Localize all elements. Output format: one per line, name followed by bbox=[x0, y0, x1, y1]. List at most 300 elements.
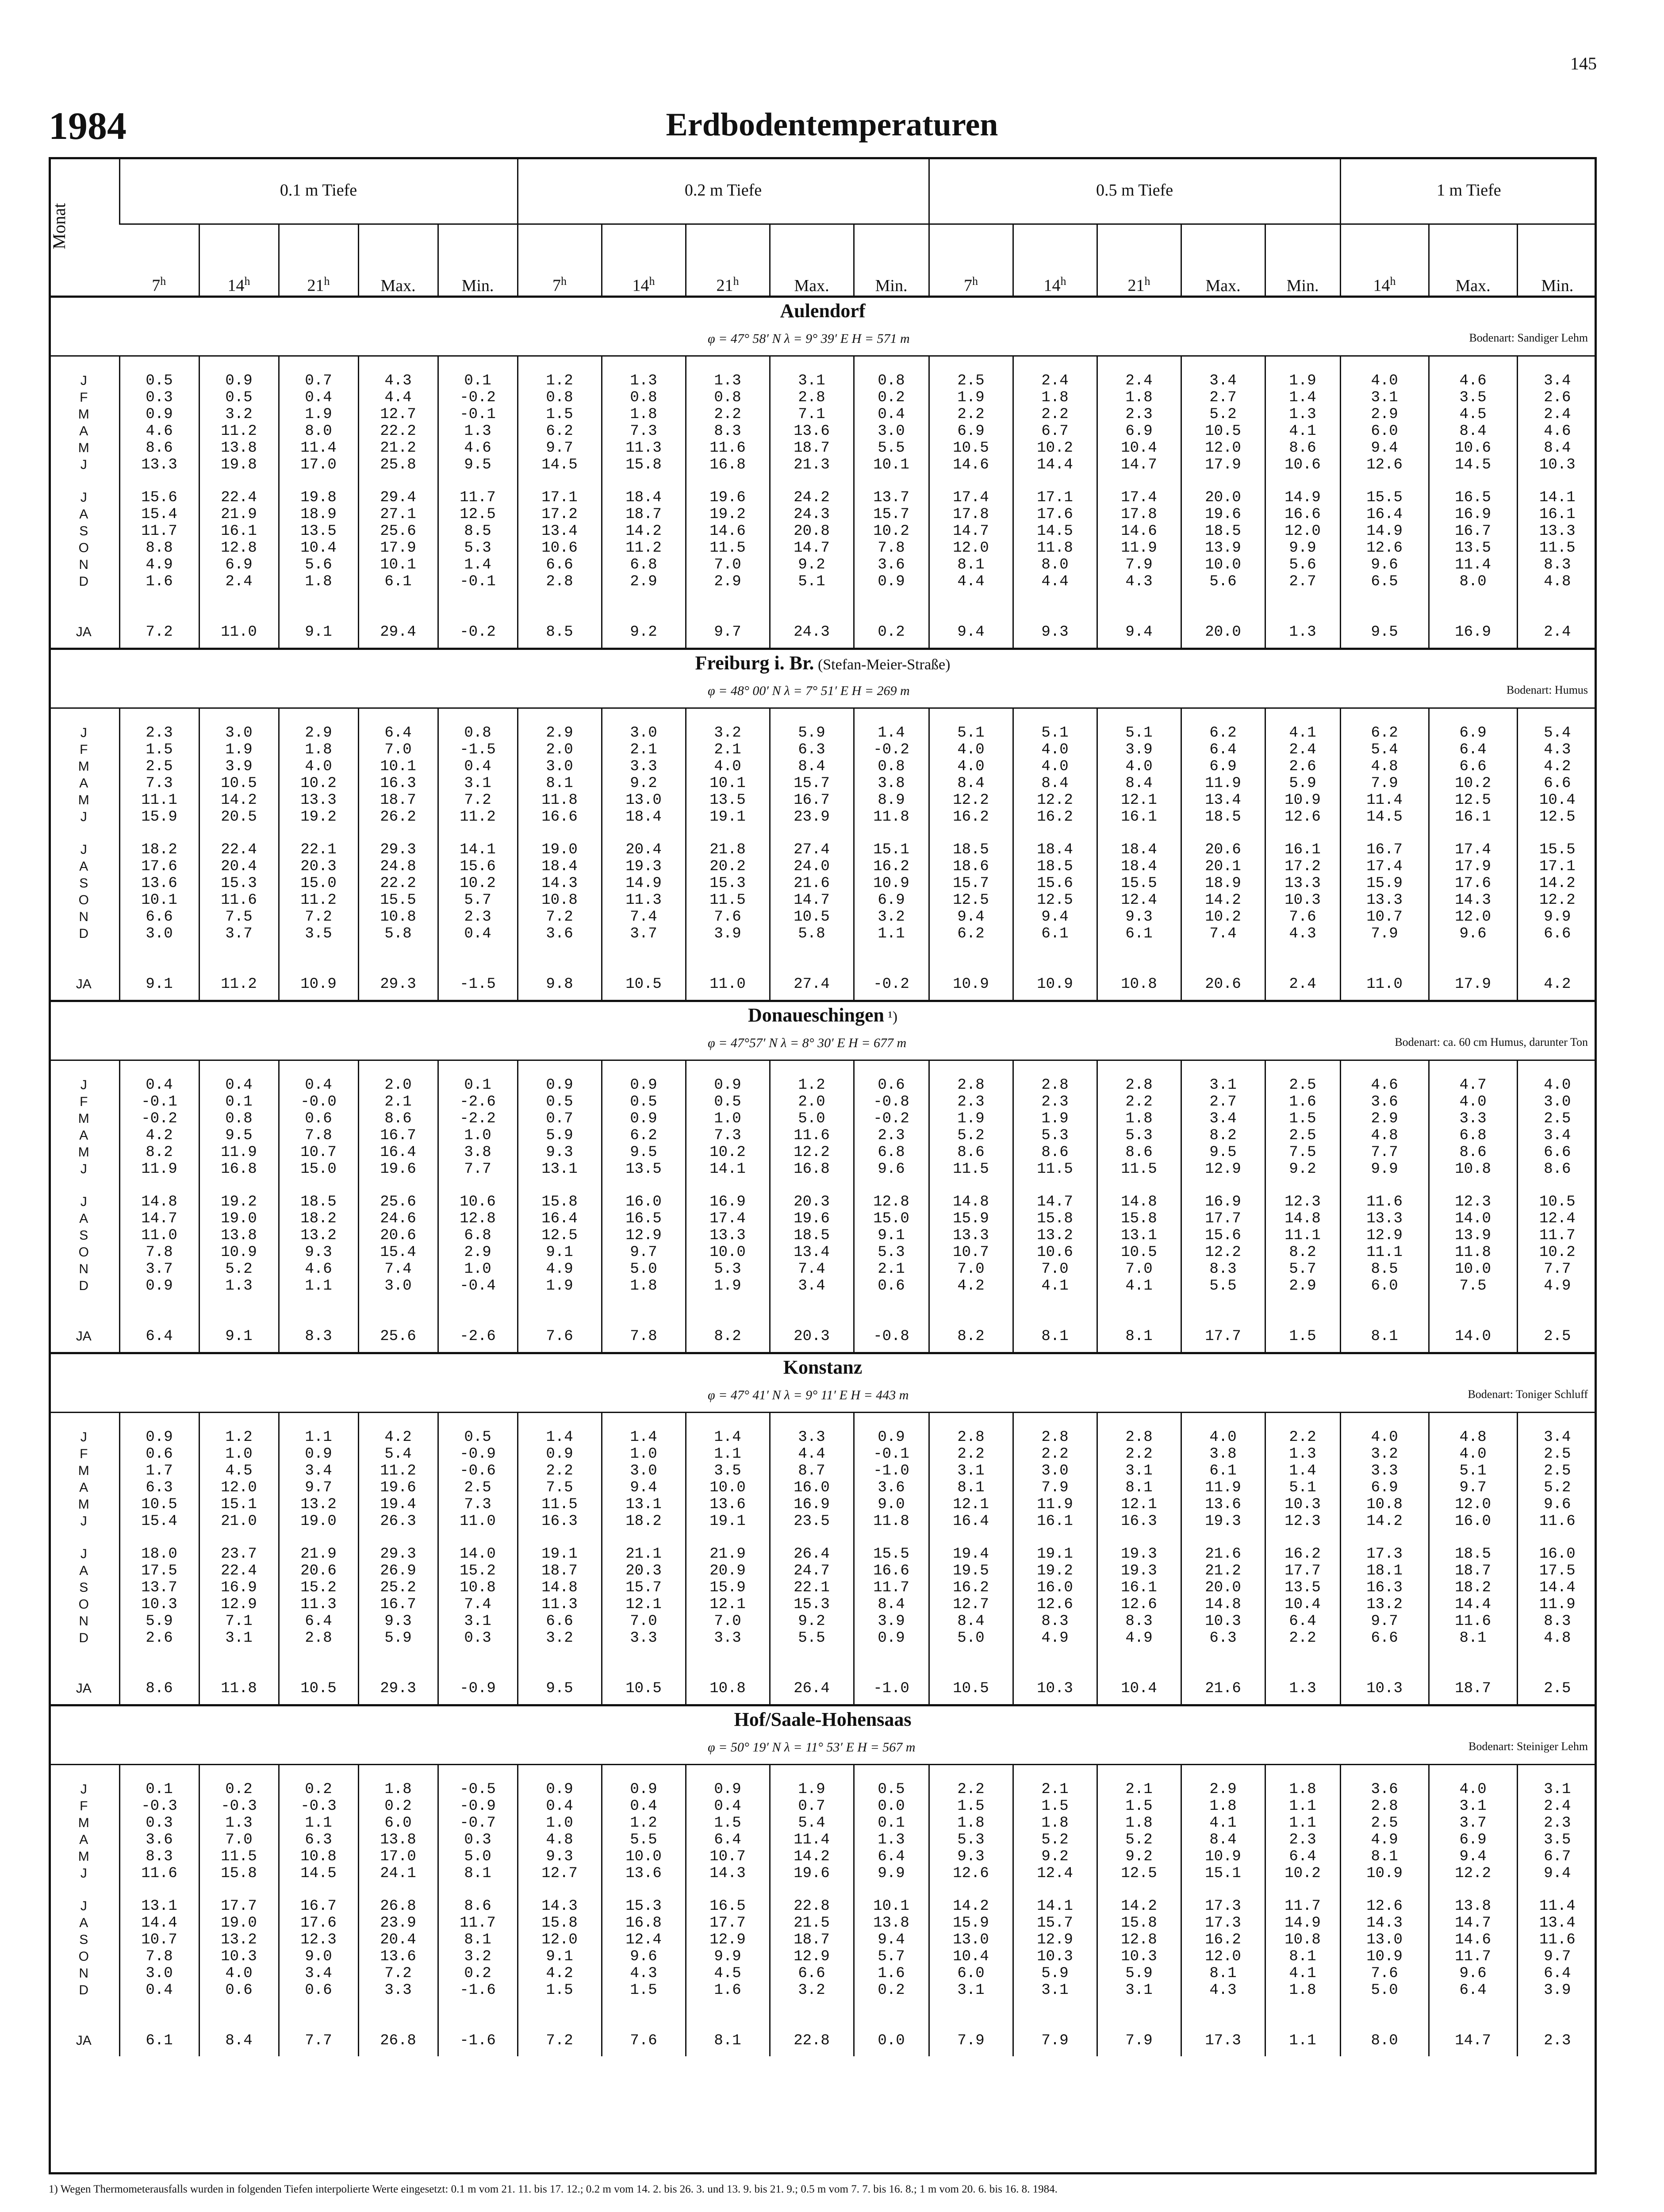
value-cell: 29.3 bbox=[358, 969, 438, 1001]
value-cell: 19.2 bbox=[199, 1194, 279, 1210]
value-cell: 2.2 bbox=[1265, 1630, 1340, 1647]
value-cell: 11.6 bbox=[686, 440, 770, 457]
value-cell: 26.9 bbox=[358, 1563, 438, 1579]
value-cell: 17.7 bbox=[1265, 1563, 1340, 1579]
value-cell: 12.7 bbox=[518, 1865, 602, 1882]
value-cell: 9.3 bbox=[358, 1613, 438, 1630]
value-cell: 6.0 bbox=[1340, 1278, 1429, 1294]
value-cell: 2.8 bbox=[518, 573, 602, 590]
station-name: Aulendorf bbox=[780, 300, 866, 322]
value-cell: 13.5 bbox=[686, 792, 770, 809]
value-cell: 12.4 bbox=[1097, 892, 1181, 909]
value-cell: 4.9 bbox=[518, 1261, 602, 1278]
value-cell: 0.9 bbox=[686, 1781, 770, 1798]
value-cell: 1.5 bbox=[929, 1798, 1013, 1815]
value-cell: 0.9 bbox=[119, 1429, 199, 1446]
value-cell: 11.6 bbox=[1517, 1513, 1597, 1530]
value-cell: 1.8 bbox=[279, 741, 358, 758]
value-cell: 1.9 bbox=[929, 389, 1013, 406]
value-cell: 11.6 bbox=[119, 1865, 199, 1882]
value-cell: 18.5 bbox=[929, 841, 1013, 858]
value-cell: 1.8 bbox=[1181, 1798, 1265, 1815]
month-label: A bbox=[79, 859, 88, 874]
value-cell: 11.5 bbox=[929, 1161, 1013, 1178]
value-cell: 8.1 bbox=[1265, 1948, 1340, 1965]
value-cell: 2.1 bbox=[686, 741, 770, 758]
value-cell: 3.0 bbox=[518, 758, 602, 775]
value-cell: 16.5 bbox=[1429, 489, 1517, 506]
value-cell: 15.6 bbox=[438, 858, 518, 875]
value-cell: 14.2 bbox=[1517, 875, 1597, 892]
value-cell: 6.6 bbox=[119, 909, 199, 926]
value-cell: 11.9 bbox=[1181, 775, 1265, 792]
value-cell: 2.5 bbox=[438, 1479, 518, 1496]
value-cell: 8.5 bbox=[438, 523, 518, 540]
value-cell: 2.2 bbox=[1265, 1429, 1340, 1446]
value-cell: 16.7 bbox=[770, 792, 854, 809]
value-cell: 3.8 bbox=[854, 775, 929, 792]
value-cell: 6.2 bbox=[518, 423, 602, 440]
value-cell: 8.4 bbox=[929, 1613, 1013, 1630]
value-cell: 11.0 bbox=[1340, 969, 1429, 1001]
value-cell: 19.2 bbox=[279, 809, 358, 826]
value-cell: 26.8 bbox=[358, 1898, 438, 1915]
value-cell: 9.2 bbox=[770, 557, 854, 573]
value-cell: 10.3 bbox=[199, 1948, 279, 1965]
value-cell: 16.9 bbox=[1181, 1194, 1265, 1210]
column-header: Min. bbox=[854, 224, 929, 297]
month-label: S bbox=[79, 1932, 88, 1947]
value-cell: 10.5 bbox=[1097, 1244, 1181, 1261]
value-cell: 1.8 bbox=[1265, 1781, 1340, 1798]
value-cell: 14.0 bbox=[1429, 1321, 1517, 1353]
column-header: 7$^h$ bbox=[518, 224, 602, 297]
value-cell: 2.4 bbox=[1013, 373, 1097, 389]
value-cell: 4.2 bbox=[1517, 758, 1597, 775]
value-cell: 7.2 bbox=[279, 909, 358, 926]
value-cell: 4.1 bbox=[1013, 1278, 1097, 1294]
value-cell: 10.4 bbox=[1097, 1673, 1181, 1705]
value-cell: 12.9 bbox=[770, 1948, 854, 1965]
value-cell: 0.9 bbox=[518, 1077, 602, 1094]
value-cell: 1.4 bbox=[1265, 1463, 1340, 1479]
value-cell: 18.5 bbox=[1013, 858, 1097, 875]
depth-header: 0.5 m Tiefe bbox=[929, 157, 1340, 224]
value-cell: 13.7 bbox=[854, 489, 929, 506]
value-cell: 19.4 bbox=[929, 1546, 1013, 1563]
value-cell: 15.1 bbox=[854, 841, 929, 858]
column-header: 7$^h$ bbox=[119, 224, 199, 297]
value-cell: 12.5 bbox=[1429, 792, 1517, 809]
month-row bbox=[49, 1965, 1597, 1982]
value-cell: 14.7 bbox=[770, 540, 854, 557]
value-cell: 4.4 bbox=[358, 389, 438, 406]
value-cell: 14.9 bbox=[1265, 1915, 1340, 1932]
value-cell: 4.5 bbox=[1429, 406, 1517, 423]
value-cell: 1.9 bbox=[1265, 373, 1340, 389]
value-cell: 4.6 bbox=[1340, 1077, 1429, 1094]
value-cell: 10.0 bbox=[686, 1244, 770, 1261]
value-cell: 10.3 bbox=[119, 1596, 199, 1613]
value-cell: 11.4 bbox=[1340, 792, 1429, 809]
value-cell: 14.3 bbox=[1429, 892, 1517, 909]
value-cell: 13.2 bbox=[1340, 1596, 1429, 1613]
value-cell: 2.9 bbox=[518, 725, 602, 741]
value-cell: 11.4 bbox=[770, 1832, 854, 1848]
value-cell: 12.8 bbox=[199, 540, 279, 557]
value-cell: 10.9 bbox=[1013, 969, 1097, 1001]
value-cell: 8.1 bbox=[929, 1479, 1013, 1496]
depth-header: 1 m Tiefe bbox=[1340, 157, 1597, 224]
month-row bbox=[49, 1161, 1597, 1178]
value-cell: 0.5 bbox=[854, 1781, 929, 1798]
value-cell: 2.3 bbox=[1517, 2025, 1597, 2056]
value-cell: 3.4 bbox=[279, 1463, 358, 1479]
value-cell: 12.8 bbox=[854, 1194, 929, 1210]
value-cell: 9.1 bbox=[279, 617, 358, 649]
month-label: JA bbox=[76, 1681, 92, 1696]
value-cell: 8.4 bbox=[929, 775, 1013, 792]
value-cell: 15.3 bbox=[686, 875, 770, 892]
month-label: O bbox=[78, 1245, 89, 1260]
value-cell: 0.2 bbox=[279, 1781, 358, 1798]
value-cell: 9.1 bbox=[518, 1244, 602, 1261]
value-cell: 18.9 bbox=[1181, 875, 1265, 892]
value-cell: 16.7 bbox=[279, 1898, 358, 1915]
value-cell: 11.2 bbox=[438, 809, 518, 826]
value-cell: 7.6 bbox=[686, 909, 770, 926]
value-cell: 15.5 bbox=[1340, 489, 1429, 506]
value-cell: 8.6 bbox=[1265, 440, 1340, 457]
value-cell: 5.1 bbox=[1429, 1463, 1517, 1479]
value-cell: 8.1 bbox=[929, 557, 1013, 573]
value-cell: 16.8 bbox=[686, 457, 770, 473]
value-cell: 6.1 bbox=[1097, 926, 1181, 942]
value-cell: 6.4 bbox=[1429, 1982, 1517, 1999]
value-cell: 8.1 bbox=[1340, 1848, 1429, 1865]
value-cell: 4.1 bbox=[1265, 1965, 1340, 1982]
month-row bbox=[49, 926, 1597, 942]
value-cell: 2.4 bbox=[1097, 373, 1181, 389]
value-cell: 4.0 bbox=[1013, 741, 1097, 758]
value-cell: 22.2 bbox=[358, 423, 438, 440]
value-cell: 8.2 bbox=[929, 1321, 1013, 1353]
value-cell: 10.5 bbox=[929, 440, 1013, 457]
page-title: Erdbodentemperaturen bbox=[666, 107, 998, 143]
value-cell: 8.6 bbox=[1517, 1161, 1597, 1178]
value-cell: 24.3 bbox=[770, 617, 854, 649]
month-label: M bbox=[78, 1145, 89, 1160]
value-cell: 15.3 bbox=[199, 875, 279, 892]
value-cell: 13.6 bbox=[602, 1865, 686, 1882]
month-label: F bbox=[80, 1799, 88, 1813]
value-cell: 19.8 bbox=[199, 457, 279, 473]
value-cell: 13.0 bbox=[602, 792, 686, 809]
value-cell: 9.5 bbox=[518, 1673, 602, 1705]
value-cell: 1.9 bbox=[518, 1278, 602, 1294]
value-cell: 20.0 bbox=[1181, 489, 1265, 506]
value-cell: 13.4 bbox=[518, 523, 602, 540]
value-cell: 9.6 bbox=[1517, 1496, 1597, 1513]
value-cell: 10.2 bbox=[1517, 1244, 1597, 1261]
value-cell: 5.4 bbox=[1340, 741, 1429, 758]
value-cell: 10.2 bbox=[1265, 1865, 1340, 1882]
value-cell: 12.1 bbox=[1097, 1496, 1181, 1513]
month-label: A bbox=[79, 507, 88, 522]
value-cell: 20.1 bbox=[1181, 858, 1265, 875]
value-cell: 24.8 bbox=[358, 858, 438, 875]
spacer-row bbox=[49, 826, 1597, 841]
value-cell: 2.3 bbox=[929, 1094, 1013, 1110]
value-cell: 12.9 bbox=[1340, 1227, 1429, 1244]
value-cell: 2.5 bbox=[1517, 1463, 1597, 1479]
value-cell: 3.2 bbox=[438, 1948, 518, 1965]
value-cell: 18.2 bbox=[1429, 1579, 1517, 1596]
value-cell: 9.4 bbox=[854, 1932, 929, 1948]
value-cell: 2.2 bbox=[686, 406, 770, 423]
soil-temperature-table bbox=[49, 157, 1597, 2056]
value-cell: 2.1 bbox=[854, 1261, 929, 1278]
value-cell: 8.1 bbox=[1097, 1321, 1181, 1353]
value-cell: 14.7 bbox=[1429, 1915, 1517, 1932]
value-cell: 10.2 bbox=[1181, 909, 1265, 926]
station-header-row bbox=[49, 1001, 1597, 1060]
value-cell: 11.4 bbox=[279, 440, 358, 457]
annual-row bbox=[49, 969, 1597, 1001]
value-cell: 2.4 bbox=[199, 573, 279, 590]
value-cell: 4.6 bbox=[279, 1261, 358, 1278]
value-cell: 5.2 bbox=[1097, 1832, 1181, 1848]
value-cell: 6.6 bbox=[770, 1965, 854, 1982]
station-name: Freiburg i. Br. (Stefan-Meier-Straße) bbox=[695, 652, 951, 674]
value-cell: 14.7 bbox=[1429, 2025, 1517, 2056]
value-cell: 14.0 bbox=[1429, 1210, 1517, 1227]
value-cell: 5.0 bbox=[438, 1848, 518, 1865]
value-cell: 13.3 bbox=[119, 457, 199, 473]
value-cell: 15.7 bbox=[770, 775, 854, 792]
value-cell: 3.1 bbox=[1181, 1077, 1265, 1094]
value-cell: 1.1 bbox=[686, 1446, 770, 1463]
value-cell: 14.5 bbox=[1013, 523, 1097, 540]
value-cell: 18.5 bbox=[1429, 1546, 1517, 1563]
value-cell: 0.9 bbox=[602, 1781, 686, 1798]
value-cell: 1.5 bbox=[119, 741, 199, 758]
value-cell: 1.0 bbox=[199, 1446, 279, 1463]
value-cell: 12.6 bbox=[1340, 457, 1429, 473]
value-cell: 8.3 bbox=[119, 1848, 199, 1865]
value-cell: 10.6 bbox=[1013, 1244, 1097, 1261]
value-cell: 10.1 bbox=[358, 557, 438, 573]
value-cell: 3.1 bbox=[770, 373, 854, 389]
value-cell: 9.9 bbox=[1340, 1161, 1429, 1178]
value-cell: 18.6 bbox=[929, 858, 1013, 875]
value-cell: 2.8 bbox=[1097, 1077, 1181, 1094]
value-cell: 0.9 bbox=[686, 1077, 770, 1094]
value-cell: 0.3 bbox=[119, 1815, 199, 1832]
value-cell: 4.8 bbox=[1517, 1630, 1597, 1647]
value-cell: -0.9 bbox=[438, 1798, 518, 1815]
value-cell: 3.2 bbox=[1340, 1446, 1429, 1463]
value-cell: 8.6 bbox=[1097, 1144, 1181, 1161]
month-label: M bbox=[78, 1849, 89, 1864]
value-cell: 11.2 bbox=[199, 969, 279, 1001]
value-cell: 6.6 bbox=[1517, 926, 1597, 942]
month-row bbox=[49, 741, 1597, 758]
value-cell: 10.8 bbox=[1429, 1161, 1517, 1178]
value-cell: 3.1 bbox=[1429, 1798, 1517, 1815]
value-cell: 15.4 bbox=[119, 506, 199, 523]
value-cell: 14.2 bbox=[1097, 1898, 1181, 1915]
value-cell: 6.9 bbox=[1429, 725, 1517, 741]
value-cell: 7.6 bbox=[1265, 909, 1340, 926]
month-row bbox=[49, 1479, 1597, 1496]
value-cell: 11.0 bbox=[199, 617, 279, 649]
value-cell: 12.1 bbox=[686, 1596, 770, 1613]
value-cell: 7.5 bbox=[1429, 1278, 1517, 1294]
value-cell: 12.9 bbox=[602, 1227, 686, 1244]
value-cell: 1.2 bbox=[518, 373, 602, 389]
value-cell: 23.5 bbox=[770, 1513, 854, 1530]
value-cell: 9.1 bbox=[854, 1227, 929, 1244]
station-coordinates: φ = 47°57′ N λ = 8° 30′ E H = 677 m bbox=[708, 1036, 907, 1050]
value-cell: 16.8 bbox=[602, 1915, 686, 1932]
value-cell: 3.2 bbox=[854, 909, 929, 926]
value-cell: 5.1 bbox=[1097, 725, 1181, 741]
value-cell: 7.0 bbox=[686, 557, 770, 573]
value-cell: 9.2 bbox=[602, 617, 686, 649]
value-cell: 0.3 bbox=[438, 1630, 518, 1647]
value-cell: 17.1 bbox=[1517, 858, 1597, 875]
value-cell: 5.9 bbox=[1013, 1965, 1097, 1982]
value-cell: 7.5 bbox=[199, 909, 279, 926]
value-cell: 3.6 bbox=[518, 926, 602, 942]
value-cell: 0.6 bbox=[854, 1278, 929, 1294]
value-cell: 10.9 bbox=[929, 969, 1013, 1001]
value-cell: 24.1 bbox=[358, 1865, 438, 1882]
column-header: 14$^h$ bbox=[199, 224, 279, 297]
value-cell: 6.6 bbox=[1340, 1630, 1429, 1647]
value-cell: 6.3 bbox=[279, 1832, 358, 1848]
value-cell: 14.7 bbox=[770, 892, 854, 909]
value-cell: 17.1 bbox=[1013, 489, 1097, 506]
value-cell: 10.6 bbox=[1265, 457, 1340, 473]
value-cell: 22.8 bbox=[770, 2025, 854, 2056]
value-cell: 2.2 bbox=[929, 1781, 1013, 1798]
value-cell: 11.2 bbox=[279, 892, 358, 909]
value-cell: 6.6 bbox=[1517, 1144, 1597, 1161]
value-cell: 10.5 bbox=[602, 1673, 686, 1705]
value-cell: 6.0 bbox=[929, 1965, 1013, 1982]
value-cell: 7.0 bbox=[199, 1832, 279, 1848]
value-cell: 13.1 bbox=[1097, 1227, 1181, 1244]
value-cell: 17.8 bbox=[929, 506, 1013, 523]
month-row bbox=[49, 1915, 1597, 1932]
month-label: J bbox=[80, 810, 87, 824]
value-cell: 8.3 bbox=[686, 423, 770, 440]
value-cell: 0.9 bbox=[518, 1446, 602, 1463]
value-cell: 0.6 bbox=[279, 1110, 358, 1127]
value-cell: 0.4 bbox=[686, 1798, 770, 1815]
value-cell: 13.6 bbox=[770, 423, 854, 440]
value-cell: 18.4 bbox=[602, 809, 686, 826]
value-cell: 9.9 bbox=[854, 1865, 929, 1882]
value-cell: 29.3 bbox=[358, 1546, 438, 1563]
value-cell: 3.6 bbox=[854, 557, 929, 573]
value-cell: 13.8 bbox=[854, 1915, 929, 1932]
value-cell: 7.4 bbox=[770, 1261, 854, 1278]
value-cell: 0.6 bbox=[279, 1982, 358, 1999]
value-cell: 8.6 bbox=[1429, 1144, 1517, 1161]
value-cell: 7.8 bbox=[279, 1127, 358, 1144]
value-cell: 12.8 bbox=[1097, 1932, 1181, 1948]
month-row bbox=[49, 1094, 1597, 1110]
month-row bbox=[49, 1546, 1597, 1563]
value-cell: 7.6 bbox=[1340, 1965, 1429, 1982]
value-cell: 3.0 bbox=[602, 1463, 686, 1479]
value-cell: 1.1 bbox=[1265, 1815, 1340, 1832]
value-cell: 16.5 bbox=[602, 1210, 686, 1227]
value-cell: 10.0 bbox=[686, 1479, 770, 1496]
value-cell: 10.4 bbox=[1265, 1596, 1340, 1613]
value-cell: 6.9 bbox=[1340, 1479, 1429, 1496]
value-cell: 1.1 bbox=[279, 1429, 358, 1446]
value-cell: 4.5 bbox=[199, 1463, 279, 1479]
value-cell: 1.5 bbox=[518, 1982, 602, 1999]
value-cell: 10.7 bbox=[279, 1144, 358, 1161]
value-cell: 23.9 bbox=[358, 1915, 438, 1932]
depth-header: 0.2 m Tiefe bbox=[518, 157, 929, 224]
value-cell: 9.7 bbox=[279, 1479, 358, 1496]
value-cell: 3.1 bbox=[199, 1630, 279, 1647]
value-cell: 2.4 bbox=[1265, 969, 1340, 1001]
value-cell: 7.8 bbox=[602, 1321, 686, 1353]
value-cell: 24.6 bbox=[358, 1210, 438, 1227]
value-cell: 15.8 bbox=[199, 1865, 279, 1882]
value-cell: 1.5 bbox=[1097, 1798, 1181, 1815]
value-cell: 15.9 bbox=[1340, 875, 1429, 892]
value-cell: 11.3 bbox=[602, 892, 686, 909]
value-cell: 15.7 bbox=[1013, 1915, 1097, 1932]
month-row bbox=[49, 841, 1597, 858]
value-cell: 6.2 bbox=[1340, 725, 1429, 741]
value-cell: 6.7 bbox=[1517, 1848, 1597, 1865]
month-row bbox=[49, 1513, 1597, 1530]
month-label: D bbox=[79, 1279, 89, 1293]
value-cell: 10.3 bbox=[1340, 1673, 1429, 1705]
value-cell: 13.0 bbox=[929, 1932, 1013, 1948]
value-cell: 10.2 bbox=[279, 775, 358, 792]
value-cell: 2.9 bbox=[686, 573, 770, 590]
spacer-row bbox=[49, 708, 1597, 725]
value-cell: 21.9 bbox=[279, 1546, 358, 1563]
month-row bbox=[49, 373, 1597, 389]
value-cell: 6.9 bbox=[1097, 423, 1181, 440]
value-cell: 9.7 bbox=[602, 1244, 686, 1261]
value-cell: 14.5 bbox=[1429, 457, 1517, 473]
value-cell: 15.9 bbox=[686, 1579, 770, 1596]
value-cell: 17.2 bbox=[1265, 858, 1340, 875]
value-cell: 10.8 bbox=[438, 1579, 518, 1596]
value-cell: 1.1 bbox=[854, 926, 929, 942]
value-cell: 11.5 bbox=[1097, 1161, 1181, 1178]
value-cell: 5.5 bbox=[854, 440, 929, 457]
month-row bbox=[49, 1815, 1597, 1832]
value-cell: 25.6 bbox=[358, 523, 438, 540]
value-cell: 6.9 bbox=[1429, 1832, 1517, 1848]
value-cell: 29.3 bbox=[358, 1673, 438, 1705]
value-cell: 0.9 bbox=[199, 373, 279, 389]
value-cell: 7.9 bbox=[1340, 926, 1429, 942]
